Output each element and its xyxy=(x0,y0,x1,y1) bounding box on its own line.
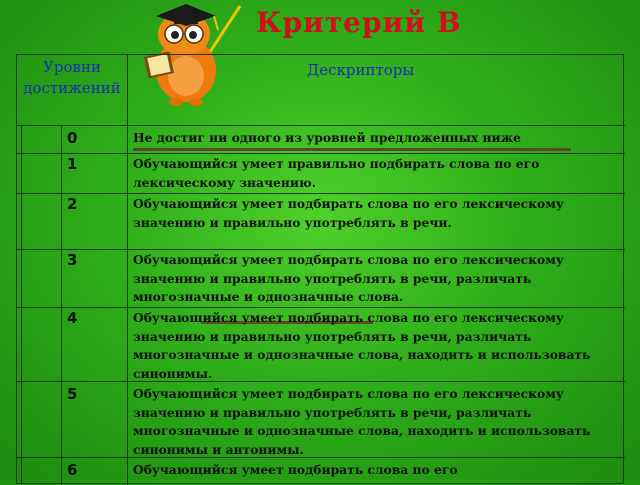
descriptor-text: Не достиг ни одного из уровней предложенных ниже xyxy=(133,130,521,145)
level-number: 4 xyxy=(67,309,78,327)
level-number: 3 xyxy=(67,251,78,269)
underline-bar xyxy=(133,148,571,151)
level-number: 2 xyxy=(67,195,78,213)
header-descriptors: Дескрипторы xyxy=(307,61,415,79)
slide-title: Критерий В xyxy=(256,6,462,39)
descriptor-text: Обучающийся умеет подбирать слова по его лексическому значению и правильно употреблять в речи, различать многозначные и однозначные слова, находить и использовать синонимы и антонимы. xyxy=(133,386,591,457)
descriptor-text: Обучающийся умеет подбирать слова по его лексическому значению и правильно употреблять в речи, различать многозначные и однозначные слова. xyxy=(133,252,564,304)
header-levels: Уровни достижений xyxy=(23,58,121,97)
row-divider xyxy=(17,307,625,308)
level-number: 1 xyxy=(67,155,78,173)
row-divider xyxy=(17,249,625,250)
level-number: 0 xyxy=(67,129,78,147)
column-divider xyxy=(127,55,128,485)
row-divider xyxy=(17,125,625,126)
level-number: 5 xyxy=(67,385,78,403)
row-divider xyxy=(17,193,625,194)
criteria-table xyxy=(16,54,624,484)
descriptor-text: Обучающийся умеет подбирать слова по его лексическому значению и правильно употреблять в речи, различать многозначные и однозначные слова, находить и использовать синонимы. xyxy=(133,310,591,381)
row-divider xyxy=(17,153,625,154)
descriptor-text: Обучающийся умеет подбирать слова по его лексическому значению и правильно употреблять в речи. xyxy=(133,196,564,230)
descriptor-text: Обучающийся умеет подбирать слова по его xyxy=(133,462,458,477)
level-column-inner-left xyxy=(61,125,62,485)
level-column-outer-left xyxy=(21,125,22,485)
descriptor-text: Обучающийся умеет правильно подбирать слова по его лексическому значению. xyxy=(133,156,540,190)
level-number: 6 xyxy=(67,461,78,479)
